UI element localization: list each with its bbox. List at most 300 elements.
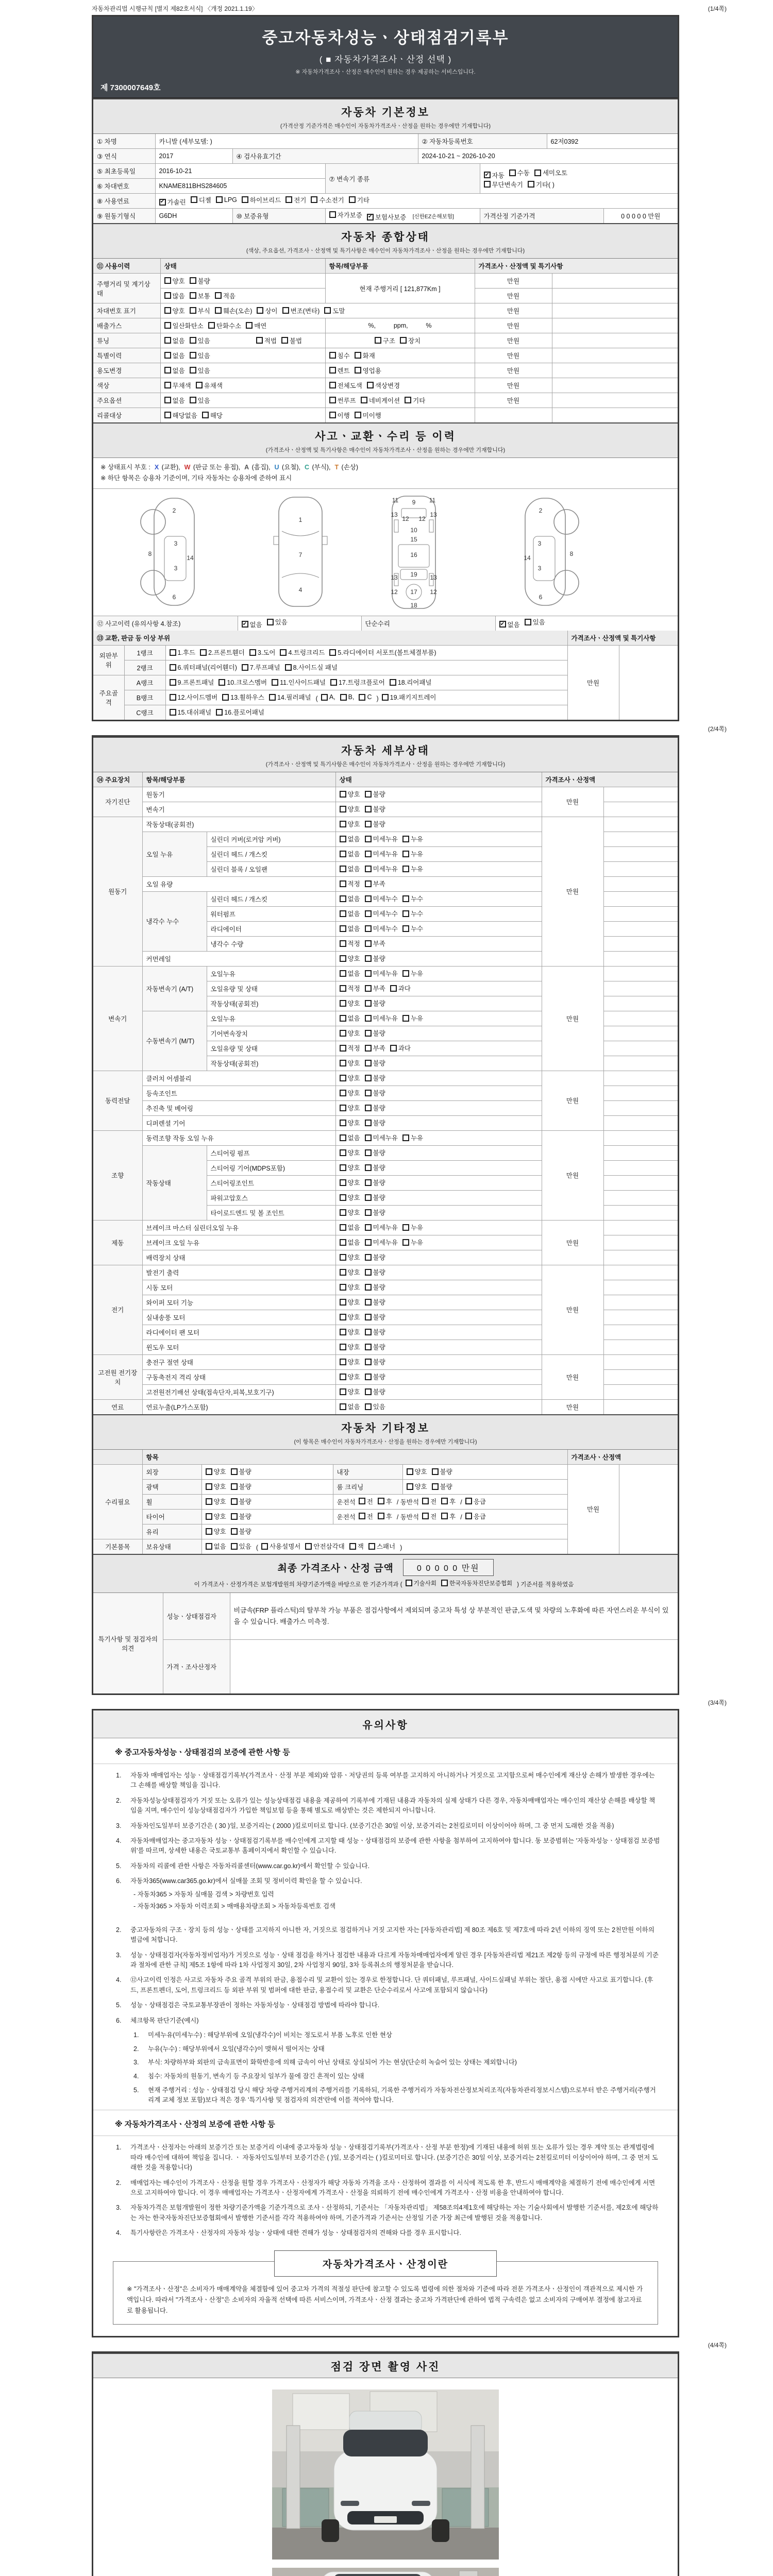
checkbox-option (365, 1223, 398, 1232)
unchecked-checkbox-icon[interactable] (365, 1000, 372, 1007)
checkbox-option (402, 909, 423, 918)
unchecked-checkbox-icon[interactable] (365, 1149, 372, 1156)
unchecked-checkbox-icon[interactable] (340, 1209, 346, 1216)
unchecked-checkbox-icon[interactable] (400, 337, 407, 344)
unchecked-checkbox-icon[interactable] (164, 307, 171, 314)
unchecked-checkbox-icon[interactable] (355, 412, 361, 418)
unchecked-checkbox-icon[interactable] (340, 1403, 346, 1410)
device-name-cell: 변속기 (93, 966, 142, 1071)
checked-checkbox-icon[interactable]: ✔ (242, 621, 248, 628)
unchecked-checkbox-icon[interactable] (432, 1468, 439, 1475)
unchecked-checkbox-icon[interactable] (191, 196, 197, 203)
unchecked-checkbox-icon[interactable] (305, 1543, 312, 1550)
unchecked-checkbox-icon[interactable] (484, 181, 491, 188)
unchecked-checkbox-icon[interactable] (390, 1045, 397, 1052)
checked-checkbox-icon[interactable]: ✔ (159, 199, 166, 206)
checkbox-option (329, 396, 356, 405)
unchecked-checkbox-icon[interactable] (365, 925, 372, 932)
unchecked-checkbox-icon[interactable] (340, 1194, 346, 1201)
unchecked-checkbox-icon[interactable] (164, 367, 171, 374)
checkbox-option (361, 396, 400, 405)
unchecked-checkbox-icon[interactable] (465, 1513, 472, 1519)
unchecked-checkbox-icon[interactable] (340, 1000, 346, 1007)
unchecked-checkbox-icon[interactable] (402, 1015, 409, 1022)
unchecked-checkbox-icon[interactable] (378, 1498, 384, 1504)
unchecked-checkbox-icon[interactable] (340, 1134, 346, 1141)
unchecked-checkbox-icon[interactable] (349, 196, 356, 203)
unchecked-checkbox-icon[interactable] (170, 664, 176, 671)
note-cell (603, 951, 678, 966)
unchecked-checkbox-icon[interactable] (222, 694, 229, 701)
checkbox-option (206, 1541, 226, 1551)
unchecked-checkbox-icon[interactable] (361, 397, 367, 403)
checkbox-label: 전 (430, 1498, 437, 1505)
unchecked-checkbox-icon[interactable] (340, 1164, 346, 1171)
unchecked-checkbox-icon[interactable] (215, 292, 222, 299)
legend-prefix: ※ 상태표시 부호 : (100, 464, 150, 471)
unchecked-checkbox-icon[interactable] (365, 1030, 372, 1037)
unchecked-checkbox-icon[interactable] (280, 649, 287, 656)
unchecked-checkbox-icon[interactable] (190, 292, 196, 299)
unchecked-checkbox-icon[interactable] (402, 970, 409, 977)
vin-label: ⑥ 차대번호 (93, 179, 155, 194)
unchecked-checkbox-icon[interactable] (441, 1580, 448, 1586)
unchecked-checkbox-icon[interactable] (340, 925, 346, 932)
checkbox-label: 침수 (337, 352, 350, 360)
notice-item-text: 자동차의 리콜에 관한 사항은 자동차리콜센터(www.car.go.kr)에서 확인할 수 있습니다. (130, 1862, 370, 1870)
checkbox-label: 미세누유 (373, 851, 398, 858)
unchecked-checkbox-icon[interactable] (340, 1045, 346, 1052)
checkbox-option (219, 677, 267, 687)
unchecked-checkbox-icon[interactable] (340, 806, 346, 812)
unchecked-checkbox-icon[interactable] (365, 791, 372, 798)
unchecked-checkbox-icon[interactable] (340, 1314, 346, 1320)
checkbox-label: 양호 (347, 791, 360, 799)
notice-item-number: 3. (116, 2204, 122, 2212)
unchecked-checkbox-icon[interactable] (340, 791, 346, 798)
inline-text: 운전석 (337, 1499, 356, 1506)
unchecked-checkbox-icon[interactable] (329, 649, 336, 656)
unchecked-checkbox-icon[interactable] (340, 1359, 346, 1365)
unchecked-checkbox-icon[interactable] (216, 709, 223, 716)
unchecked-checkbox-icon[interactable] (340, 1374, 346, 1380)
unchecked-checkbox-icon[interactable] (164, 412, 171, 418)
unchecked-checkbox-icon[interactable] (170, 709, 176, 716)
unchecked-checkbox-icon[interactable] (231, 1483, 238, 1490)
unchecked-checkbox-icon[interactable] (402, 1239, 409, 1246)
etc-col-item: 항목 (142, 1450, 567, 1465)
unchecked-checkbox-icon[interactable] (208, 322, 215, 329)
unchecked-checkbox-icon[interactable] (340, 1015, 346, 1022)
year-label: ③ 연식 (93, 149, 155, 164)
checkbox-label: 누유 (410, 970, 424, 978)
checkbox-label: 변조(변타) (290, 307, 320, 315)
table-row (93, 348, 678, 363)
unchecked-checkbox-icon[interactable] (359, 694, 365, 701)
unchecked-checkbox-icon[interactable] (329, 352, 336, 359)
item-cell: 변속기 (142, 802, 335, 817)
unchecked-checkbox-icon[interactable] (365, 1045, 372, 1052)
unchecked-checkbox-icon[interactable] (164, 277, 171, 284)
unchecked-checkbox-icon[interactable] (365, 1134, 372, 1141)
unchecked-checkbox-icon[interactable] (365, 1060, 372, 1066)
unchecked-checkbox-icon[interactable] (402, 836, 409, 842)
unchecked-checkbox-icon[interactable] (365, 1344, 372, 1350)
unchecked-checkbox-icon[interactable] (267, 619, 274, 625)
unchecked-checkbox-icon[interactable] (365, 955, 372, 962)
unchecked-checkbox-icon[interactable] (365, 1224, 372, 1231)
unchecked-checkbox-icon[interactable] (365, 1299, 372, 1306)
unchecked-checkbox-icon[interactable] (402, 925, 409, 932)
note-cell (603, 906, 678, 921)
unchecked-checkbox-icon[interactable] (340, 694, 347, 701)
unchecked-checkbox-icon[interactable] (359, 1513, 365, 1519)
unchecked-checkbox-icon[interactable] (206, 1513, 212, 1520)
unchecked-checkbox-icon[interactable] (359, 1498, 365, 1504)
unchecked-checkbox-icon[interactable] (365, 1105, 372, 1111)
item-cell: 와이퍼 모터 기능 (142, 1295, 335, 1310)
unchecked-checkbox-icon[interactable] (231, 1468, 238, 1475)
unchecked-checkbox-icon[interactable] (365, 1269, 372, 1276)
checkbox-label: 도말 (332, 307, 345, 315)
panel-note-cell (619, 645, 678, 720)
unchecked-checkbox-icon[interactable] (219, 679, 225, 686)
unchecked-checkbox-icon[interactable] (402, 895, 409, 902)
unchecked-checkbox-icon[interactable] (365, 1254, 372, 1261)
unchecked-checkbox-icon[interactable] (340, 1090, 346, 1096)
unchecked-checkbox-icon[interactable] (365, 1209, 372, 1216)
checkbox-option (216, 196, 237, 204)
unchecked-checkbox-icon[interactable] (190, 397, 196, 403)
unchecked-checkbox-icon[interactable] (405, 397, 411, 403)
unchecked-checkbox-icon[interactable] (311, 196, 317, 203)
checkbox-label: 과다 (398, 1045, 411, 1053)
unchecked-checkbox-icon[interactable] (441, 1513, 448, 1519)
unchecked-checkbox-icon[interactable] (365, 1164, 372, 1171)
unchecked-checkbox-icon[interactable] (200, 649, 207, 656)
unchecked-checkbox-icon[interactable] (365, 1090, 372, 1096)
notice-item (93, 1874, 678, 1889)
unchecked-checkbox-icon[interactable] (164, 337, 171, 344)
unchecked-checkbox-icon[interactable] (282, 307, 289, 314)
unchecked-checkbox-icon[interactable] (365, 1314, 372, 1320)
notice-item (93, 2013, 678, 2028)
unchecked-checkbox-icon[interactable] (340, 1105, 346, 1111)
checkbox-label: 2.프론트휀더 (208, 649, 245, 657)
unchecked-checkbox-icon[interactable] (509, 170, 516, 176)
basic-info-title: 자동차 기본정보 (341, 107, 430, 118)
notice-sub-text: 부식: 차량하부와 외판의 금속표면이 화학반응에 의해 금속이 아닌 상태로 상실되어 가는 현상(단순히 녹슬어 있는 상태는 제외합니다) (148, 2059, 517, 2066)
unchecked-checkbox-icon[interactable] (190, 307, 196, 314)
unchecked-checkbox-icon[interactable] (441, 1498, 448, 1504)
unchecked-checkbox-icon[interactable] (206, 1498, 212, 1505)
unchecked-checkbox-icon[interactable] (231, 1498, 238, 1505)
about-appraisal-text: ※ "가격조사ㆍ산정"은 소비자가 매매계약을 체결함에 있어 중고차 가격의 적절성 판단에 참고할 수 있도록 법령에 의한 절차와 기준에 따라 전문 가격조사ㆍ산정인이 객관적으로 제시한 가액입니다. 따라서 "가격조사ㆍ산정"은 소비자의 자율적 선택에 따른 서비스이며, 가격조사ㆍ산정 결과는 중고차 가격판단에 관하여 법적 구속력은 없고 소비자의 구매여부 결정에 참고자료로 활용됩니다. (127, 2285, 643, 2314)
checked-checkbox-icon[interactable]: ✔ (499, 621, 506, 628)
unchecked-checkbox-icon[interactable] (242, 196, 248, 203)
unchecked-checkbox-icon[interactable] (231, 1543, 238, 1550)
unchecked-checkbox-icon[interactable] (206, 1483, 212, 1490)
unchecked-checkbox-icon[interactable] (257, 307, 263, 314)
unchecked-checkbox-icon[interactable] (365, 1388, 372, 1395)
unchecked-checkbox-icon[interactable] (365, 821, 372, 827)
checkbox-option (402, 1223, 423, 1232)
checkbox-option (170, 663, 237, 672)
unchecked-checkbox-icon[interactable] (249, 649, 256, 656)
unchecked-checkbox-icon[interactable] (390, 679, 396, 686)
unchecked-checkbox-icon[interactable] (202, 412, 209, 418)
unchecked-checkbox-icon[interactable] (365, 880, 372, 887)
section-box-notice (92, 1709, 679, 2337)
unchecked-checkbox-icon[interactable] (340, 1149, 346, 1156)
checkbox-option (365, 1327, 385, 1336)
unchecked-checkbox-icon[interactable] (340, 821, 346, 827)
unchecked-checkbox-icon[interactable] (196, 382, 203, 388)
unchecked-checkbox-icon[interactable] (329, 382, 336, 388)
unchecked-checkbox-icon[interactable] (528, 181, 534, 188)
unchecked-checkbox-icon[interactable] (432, 1483, 439, 1490)
unchecked-checkbox-icon[interactable] (340, 851, 346, 857)
notice-item-number: 3. (116, 1822, 122, 1829)
checked-checkbox-icon[interactable]: ✔ (484, 172, 491, 178)
unchecked-checkbox-icon[interactable] (329, 412, 336, 418)
notice-sub-item (93, 2056, 678, 2070)
checkbox-option (340, 954, 360, 963)
unchecked-checkbox-icon[interactable] (231, 1528, 238, 1535)
unchecked-checkbox-icon[interactable] (365, 985, 372, 992)
unchecked-checkbox-icon[interactable] (365, 851, 372, 857)
unchecked-checkbox-icon[interactable] (407, 1468, 413, 1475)
unchecked-checkbox-icon[interactable] (422, 1498, 429, 1504)
checkbox-option (378, 1512, 392, 1521)
unchecked-checkbox-icon[interactable] (365, 1374, 372, 1380)
unchecked-checkbox-icon[interactable] (534, 170, 541, 176)
unchecked-checkbox-icon[interactable] (355, 352, 361, 359)
unchecked-checkbox-icon[interactable] (215, 307, 222, 314)
unchecked-checkbox-icon[interactable] (365, 1194, 372, 1201)
unchecked-checkbox-icon[interactable] (272, 679, 278, 686)
unchecked-checkbox-icon[interactable] (170, 679, 176, 686)
checkbox-option (305, 1541, 344, 1551)
note-cell (603, 1056, 678, 1071)
unchecked-checkbox-icon[interactable] (281, 337, 288, 344)
unchecked-checkbox-icon[interactable] (525, 619, 531, 625)
checkbox-option (231, 1527, 251, 1536)
unchecked-checkbox-icon[interactable] (365, 836, 372, 842)
unchecked-checkbox-icon[interactable] (340, 1030, 346, 1037)
unchecked-checkbox-icon[interactable] (231, 1513, 238, 1520)
note-cell (603, 832, 678, 846)
checkbox-option (365, 1118, 385, 1127)
unchecked-checkbox-icon[interactable] (407, 1483, 413, 1490)
device-name-cell: 전기 (93, 1265, 142, 1354)
unchecked-checkbox-icon[interactable] (382, 694, 389, 701)
unchecked-checkbox-icon[interactable] (206, 1468, 212, 1475)
note-cell (603, 1220, 678, 1235)
unchecked-checkbox-icon[interactable] (378, 1513, 384, 1519)
unchecked-checkbox-icon[interactable] (402, 866, 409, 872)
unchecked-checkbox-icon[interactable] (246, 322, 253, 329)
unchecked-checkbox-icon[interactable] (269, 694, 276, 701)
unchecked-checkbox-icon[interactable] (190, 367, 196, 374)
unchecked-checkbox-icon[interactable] (349, 1543, 356, 1550)
tuning-state (160, 333, 325, 348)
unchecked-checkbox-icon[interactable] (365, 1179, 372, 1186)
unchecked-checkbox-icon[interactable] (285, 196, 292, 203)
unchecked-checkbox-icon[interactable] (402, 1134, 409, 1141)
unchecked-checkbox-icon[interactable] (340, 880, 346, 887)
wheel-positions (333, 1494, 567, 1509)
checkbox-option (365, 924, 398, 933)
price-cell: 만원 (475, 289, 552, 303)
unchecked-checkbox-icon[interactable] (402, 1224, 409, 1231)
checkbox-option (441, 1512, 456, 1521)
unchecked-checkbox-icon[interactable] (164, 292, 171, 299)
unchecked-checkbox-icon[interactable] (340, 1254, 346, 1261)
unchecked-checkbox-icon[interactable] (190, 352, 196, 359)
checkbox-label: 불량 (373, 1030, 385, 1038)
unchecked-checkbox-icon[interactable] (340, 1120, 346, 1126)
unchecked-checkbox-icon[interactable] (256, 337, 263, 344)
diagram-panel-number: 6 (539, 593, 543, 601)
inspector-opinion-table (93, 1593, 678, 1693)
unchecked-checkbox-icon[interactable] (242, 664, 248, 671)
unchecked-checkbox-icon[interactable] (365, 1120, 372, 1126)
checkbox-label: 양호 (347, 1075, 360, 1082)
unchecked-checkbox-icon[interactable] (164, 397, 171, 403)
unchecked-checkbox-icon[interactable] (340, 1388, 346, 1395)
unchecked-checkbox-icon[interactable] (365, 1239, 372, 1246)
checkbox-option (365, 1178, 385, 1187)
unchecked-checkbox-icon[interactable] (340, 1239, 346, 1246)
unchecked-checkbox-icon[interactable] (329, 211, 336, 218)
table-row (93, 333, 678, 348)
unchecked-checkbox-icon[interactable] (365, 910, 372, 917)
unchecked-checkbox-icon[interactable] (190, 277, 196, 284)
note-cell (603, 1354, 678, 1369)
checkbox-label: 누수 (410, 925, 424, 933)
unchecked-checkbox-icon[interactable] (365, 1075, 372, 1081)
unchecked-checkbox-icon[interactable] (340, 1060, 346, 1066)
unchecked-checkbox-icon[interactable] (365, 1403, 372, 1410)
diagram-panel-number: 8 (569, 550, 574, 557)
unchecked-checkbox-icon[interactable] (340, 1179, 346, 1186)
checkbox-option (231, 1512, 251, 1521)
basic-info-section-header (93, 98, 678, 134)
item-cell: 브레이크 마스터 실린더오일 누유 (142, 1220, 335, 1235)
unchecked-checkbox-icon[interactable] (164, 352, 171, 359)
unchecked-checkbox-icon[interactable] (340, 1329, 346, 1335)
unchecked-checkbox-icon[interactable] (340, 985, 346, 992)
unchecked-checkbox-icon[interactable] (164, 322, 171, 329)
checkbox-option (261, 1541, 300, 1551)
unchecked-checkbox-icon[interactable] (365, 895, 372, 902)
unchecked-checkbox-icon[interactable] (340, 1344, 346, 1350)
unchecked-checkbox-icon[interactable] (340, 1075, 346, 1081)
unchecked-checkbox-icon[interactable] (340, 940, 346, 947)
unchecked-checkbox-icon[interactable] (340, 836, 346, 842)
unchecked-checkbox-icon[interactable] (340, 895, 346, 902)
reg-no-label: ② 자동차등록번호 (418, 134, 547, 149)
item-cell: 스티어링조인트 (207, 1175, 335, 1190)
unchecked-checkbox-icon[interactable] (365, 806, 372, 812)
unchecked-checkbox-icon[interactable] (340, 955, 346, 962)
unchecked-checkbox-icon[interactable] (261, 1543, 268, 1550)
unchecked-checkbox-icon[interactable] (365, 1329, 372, 1335)
unchecked-checkbox-icon[interactable] (422, 1513, 429, 1519)
unchecked-checkbox-icon[interactable] (390, 985, 397, 992)
checkbox-label: 불량 (373, 955, 385, 963)
diagram-panel-number: 13 (430, 573, 437, 581)
unchecked-checkbox-icon[interactable] (285, 664, 292, 671)
checkbox-option (190, 396, 210, 405)
unchecked-checkbox-icon[interactable] (321, 694, 328, 701)
unchecked-checkbox-icon[interactable] (190, 337, 196, 344)
unchecked-checkbox-icon[interactable] (340, 1224, 346, 1231)
unchecked-checkbox-icon[interactable] (206, 1543, 212, 1550)
checkbox-option (164, 336, 185, 345)
checkbox-option (340, 1372, 360, 1381)
unchecked-checkbox-icon[interactable] (329, 367, 336, 374)
unchecked-checkbox-icon[interactable] (365, 970, 372, 977)
unchecked-checkbox-icon[interactable] (340, 1284, 346, 1291)
unchecked-checkbox-icon[interactable] (216, 196, 223, 203)
detail-state-section-header (93, 737, 678, 772)
unchecked-checkbox-icon[interactable] (324, 307, 331, 314)
unchecked-checkbox-icon[interactable] (367, 382, 374, 388)
checkbox-label: 수동 (517, 170, 530, 177)
unchecked-checkbox-icon[interactable] (340, 910, 346, 917)
checked-checkbox-icon[interactable]: ✔ (367, 214, 374, 221)
unchecked-checkbox-icon[interactable] (402, 910, 409, 917)
unchecked-checkbox-icon[interactable] (365, 1015, 372, 1022)
note-cell (603, 1295, 678, 1310)
checkbox-option (365, 894, 398, 903)
notice-item-text: 자동차매매업자는 중고자동차 성능ㆍ상태점검기록부를 매수인에게 고지할 때 성능ㆍ상태점검의 보증에 관한 사항을 첨부하여 고지하여야 합니다. 동 보증범위는 '자동차성능ㆍ상태점검 보증범위'를 따르며, 상세한 내용은 국토교통부 홈페이지에서 확인할 수 있습니다. (130, 1837, 660, 1855)
checkbox-label: 해당 (210, 412, 223, 419)
checkbox-option (349, 195, 369, 205)
unchecked-checkbox-icon[interactable] (330, 679, 337, 686)
unchecked-checkbox-icon[interactable] (164, 382, 171, 388)
unchecked-checkbox-icon[interactable] (340, 970, 346, 977)
unchecked-checkbox-icon[interactable] (206, 1528, 212, 1535)
unchecked-checkbox-icon[interactable] (465, 1498, 472, 1504)
checkbox-label: 양호 (347, 955, 360, 963)
state-cell (335, 1115, 542, 1130)
unchecked-checkbox-icon[interactable] (329, 397, 336, 403)
unchecked-checkbox-icon[interactable] (368, 1543, 375, 1550)
unchecked-checkbox-icon[interactable] (355, 367, 361, 374)
notice-item-text: 자동차인도일부터 보증기간은 ( 30 )일, 보증거리는 ( 2000 )킬로미터로 합니다. (보증기간은 30일 이상, 보증거리는 2천킬로미터 이상이어야 하며, 그 중 먼저 도래한 것을 적용) (130, 1822, 614, 1829)
unchecked-checkbox-icon[interactable] (340, 1299, 346, 1306)
unchecked-checkbox-icon[interactable] (375, 337, 381, 344)
inline-text: / (460, 1499, 462, 1506)
unchecked-checkbox-icon[interactable] (340, 1269, 346, 1276)
inspector-opinion-text: 비금속(FRP 플라스틱)의 탈부착 가능 부품은 점검사항에서 제외되며 중고차 특성 상 부분적인 판금,도색 및 차량의 노후화에 따른 자연스러운 부식이 있을 수 있습니다. 배출가스 미측정. (230, 1593, 678, 1640)
unchecked-checkbox-icon[interactable] (365, 866, 372, 872)
unchecked-checkbox-icon[interactable] (406, 1580, 412, 1586)
checkbox-label: 후 (449, 1498, 456, 1505)
detail-table-row (93, 966, 678, 981)
detail-table-row (93, 1354, 678, 1369)
unchecked-checkbox-icon[interactable] (170, 694, 176, 701)
unchecked-checkbox-icon[interactable] (365, 1359, 372, 1365)
unchecked-checkbox-icon[interactable] (365, 940, 372, 947)
unchecked-checkbox-icon[interactable] (340, 866, 346, 872)
unchecked-checkbox-icon[interactable] (170, 649, 176, 656)
unchecked-checkbox-icon[interactable] (402, 851, 409, 857)
unchecked-checkbox-icon[interactable] (365, 1284, 372, 1291)
